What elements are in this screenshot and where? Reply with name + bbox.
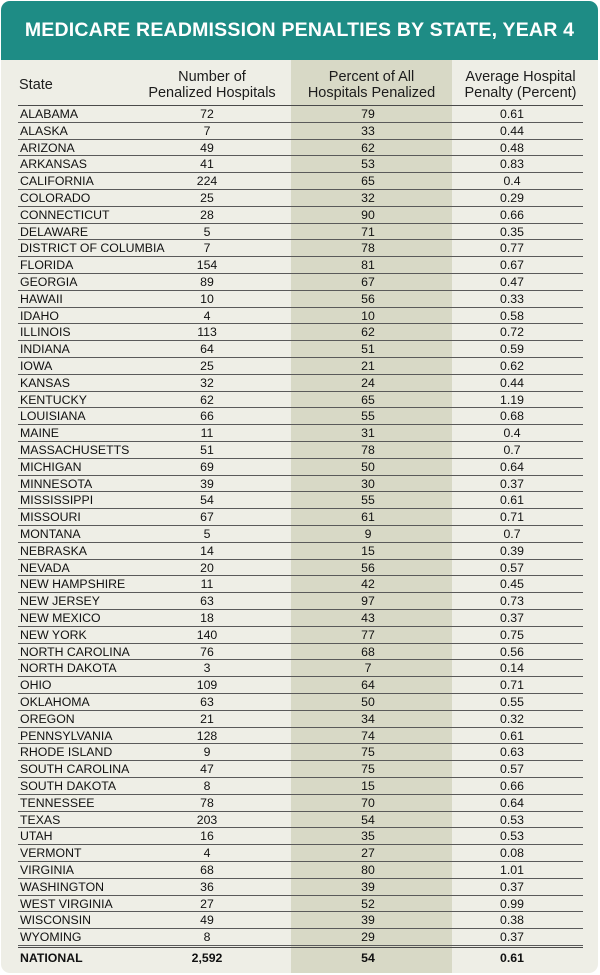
state-cell: MICHIGAN [20, 459, 82, 474]
average-cell: 0.38 [500, 913, 524, 928]
state-cell: NEW JERSEY [20, 594, 100, 609]
table-row [18, 744, 583, 761]
percent-cell: 79 [361, 107, 375, 121]
national-row [18, 949, 583, 967]
average-cell: 0.57 [500, 560, 524, 575]
percent-cell: 34 [361, 711, 375, 726]
average-cell: 0.68 [500, 409, 524, 424]
number-cell: 63 [200, 594, 214, 609]
header-state [19, 67, 139, 103]
table-row [18, 576, 583, 593]
table-row [18, 677, 583, 694]
number-cell: 28 [200, 207, 214, 222]
percent-cell: 53 [361, 157, 375, 172]
percent-cell: 65 [361, 392, 375, 407]
table-row [18, 408, 583, 425]
average-cell: 0.61 [500, 493, 524, 508]
table-row [18, 106, 583, 123]
number-cell: 66 [200, 409, 214, 424]
average-cell: 1.01 [500, 863, 524, 877]
table-row [18, 711, 583, 728]
average-cell: 0.4 [503, 426, 521, 441]
state-cell: DELAWARE [20, 224, 89, 239]
number-cell: 140 [196, 627, 218, 642]
table-row [18, 845, 583, 862]
percent-cell: 55 [361, 493, 375, 508]
number-cell: 62 [200, 392, 214, 407]
percent-cell: 56 [361, 291, 375, 306]
average-cell: 0.45 [500, 577, 524, 592]
state-cell: IDAHO [20, 308, 59, 323]
percent-cell: 77 [361, 627, 375, 642]
percent-cell: 7 [364, 661, 372, 676]
average-cell: 0.48 [500, 140, 524, 155]
state-cell: NORTH CAROLINA [20, 644, 130, 659]
percent-cell: 70 [361, 795, 375, 810]
state-cell: OHIO [20, 678, 52, 693]
header-number-line1: Number of [178, 69, 246, 85]
number-cell: 21 [200, 711, 214, 726]
average-cell: 0.53 [500, 829, 524, 844]
state-cell: UTAH [20, 829, 53, 844]
average-cell: 0.56 [500, 644, 524, 659]
average-cell: 0.08 [500, 846, 524, 861]
average-cell: 0.55 [500, 695, 524, 709]
average-cell: 0.73 [500, 594, 524, 609]
table-row [18, 425, 583, 442]
header-number-line2: Penalized Hospitals [148, 85, 276, 101]
average-cell: 0.71 [500, 510, 524, 525]
state-cell: ALASKA [20, 123, 68, 138]
state-cell: MASSACHUSETTS [20, 443, 130, 457]
number-cell: 25 [200, 191, 214, 205]
table-row [18, 526, 583, 543]
table-row [18, 341, 583, 358]
average-cell: 0.29 [500, 191, 524, 205]
row-divider [18, 945, 583, 946]
percent-cell: 90 [361, 207, 375, 222]
state-cell: CONNECTICUT [20, 207, 110, 222]
state-cell: MAINE [20, 426, 59, 441]
number-cell: 68 [200, 863, 214, 877]
percent-cell: 78 [361, 241, 375, 256]
average-cell: 0.61 [500, 107, 524, 121]
state-cell: MISSISSIPPI [20, 493, 94, 508]
table-row [18, 795, 583, 812]
state-cell: IOWA [20, 359, 53, 373]
state-cell: MONTANA [20, 527, 81, 541]
state-cell: NEW YORK [20, 627, 87, 642]
table-row [18, 442, 583, 459]
table-row [18, 459, 583, 476]
header-state-label: State [19, 77, 53, 93]
percent-cell: 65 [361, 174, 375, 189]
table-row [18, 694, 583, 711]
percent-cell: 51 [361, 342, 375, 357]
table-row [18, 274, 583, 291]
table-row [18, 509, 583, 526]
number-cell: 27 [200, 896, 214, 911]
percent-cell: 52 [361, 896, 375, 911]
table-row [18, 173, 583, 190]
table-row [18, 929, 583, 946]
percent-cell: 27 [361, 846, 375, 861]
number-cell: 64 [200, 342, 214, 357]
average-cell: 0.35 [500, 224, 524, 239]
national-divider [18, 947, 583, 948]
table-row [18, 627, 583, 644]
state-cell: VERMONT [20, 846, 82, 861]
percent-cell: 33 [361, 123, 375, 138]
table-card [1, 1, 598, 973]
state-cell: HAWAII [20, 291, 63, 306]
state-cell: LOUISIANA [20, 409, 86, 424]
table-row [18, 291, 583, 308]
number-cell: 25 [200, 359, 214, 373]
table-row [18, 392, 583, 409]
percent-cell: 67 [361, 275, 375, 289]
table-row [18, 862, 583, 879]
table-row [18, 492, 583, 509]
average-cell: 0.77 [500, 241, 524, 256]
table-row [18, 896, 583, 913]
average-cell: 0.53 [500, 812, 524, 827]
average-cell: 0.39 [500, 543, 524, 558]
number-cell: 128 [196, 728, 218, 743]
average-cell: 0.37 [500, 879, 524, 894]
state-cell: SOUTH CAROLINA [20, 762, 130, 777]
header-average-line2: Penalty (Percent) [464, 85, 577, 101]
percent-cell: 71 [361, 224, 375, 239]
average-cell: 0.58 [500, 308, 524, 323]
state-cell: TENNESSEE [20, 795, 95, 810]
state-cell: NEW MEXICO [20, 611, 101, 625]
average-cell: 0.66 [500, 779, 524, 793]
table-row [18, 660, 583, 677]
percent-cell: 50 [361, 459, 375, 474]
table-row [18, 240, 583, 257]
average-cell: 0.72 [500, 325, 524, 340]
number-cell: 36 [200, 879, 214, 894]
state-cell: NEVADA [20, 560, 70, 575]
number-cell: 8 [203, 930, 211, 945]
percent-cell: 68 [361, 644, 375, 659]
number-cell: 9 [203, 745, 211, 760]
state-cell: WISCONSIN [20, 913, 92, 928]
state-cell: WEST VIRGINIA [20, 896, 113, 911]
number-cell: 20 [200, 560, 214, 575]
percent-cell: 80 [361, 863, 375, 877]
percent-cell: 10 [361, 308, 375, 323]
number-cell: 89 [200, 275, 214, 289]
table-row [18, 123, 583, 140]
percent-cell: 75 [361, 745, 375, 760]
table-row [18, 476, 583, 493]
table-row [18, 812, 583, 829]
average-cell: 0.14 [500, 661, 524, 676]
table-row [18, 308, 583, 325]
average-cell: 0.37 [500, 476, 524, 491]
state-cell: ILLINOIS [20, 325, 71, 340]
number-cell: 11 [200, 426, 214, 441]
state-cell: OKLAHOMA [20, 695, 90, 709]
table-row [18, 156, 583, 173]
number-cell: 4 [203, 308, 211, 323]
table-row [18, 593, 583, 610]
number-cell: 14 [200, 543, 214, 558]
state-cell: WASHINGTON [20, 879, 105, 894]
number-cell: 63 [200, 695, 214, 709]
average-cell: 0.64 [500, 459, 524, 474]
number-cell: 109 [196, 678, 218, 693]
average-cell: 0.63 [500, 745, 524, 760]
percent-cell: 97 [361, 594, 375, 609]
number-cell: 10 [200, 291, 214, 306]
average-cell: 0.4 [503, 174, 521, 189]
national-number-cell: 2,592 [191, 951, 223, 965]
number-cell: 224 [196, 174, 218, 189]
state-cell: VIRGINIA [20, 863, 74, 877]
table-row [18, 610, 583, 627]
average-cell: 0.7 [503, 527, 521, 541]
table-row [18, 828, 583, 845]
average-cell: 0.33 [500, 291, 524, 306]
number-cell: 113 [197, 325, 217, 340]
average-cell: 0.37 [500, 611, 524, 625]
state-cell: KANSAS [20, 375, 70, 390]
average-cell: 0.64 [500, 795, 524, 810]
table-row [18, 778, 583, 795]
number-cell: 78 [200, 795, 214, 810]
state-cell: INDIANA [20, 342, 70, 357]
national-state-cell: NATIONAL [20, 951, 83, 965]
table-row [18, 224, 583, 241]
table-row [18, 761, 583, 778]
state-cell: ALABAMA [20, 107, 79, 121]
national-average-cell: 0.61 [500, 951, 524, 965]
table-row [18, 728, 583, 745]
table-row [18, 912, 583, 929]
percent-cell: 29 [361, 930, 375, 945]
percent-cell: 56 [361, 560, 375, 575]
number-cell: 67 [200, 510, 214, 525]
number-cell: 7 [203, 241, 211, 256]
state-cell: KENTUCKY [20, 392, 87, 407]
state-cell: ARKANSAS [20, 157, 87, 172]
percent-cell: 75 [361, 762, 375, 777]
number-cell: 47 [200, 762, 214, 777]
table-row [18, 644, 583, 661]
state-cell: FLORIDA [20, 258, 74, 273]
state-cell: NEW HAMPSHIRE [20, 577, 126, 592]
average-cell: 0.66 [500, 207, 524, 222]
state-cell: CALIFORNIA [20, 174, 94, 189]
number-cell: 5 [203, 224, 211, 239]
state-cell: ARIZONA [20, 140, 75, 155]
percent-cell: 62 [361, 325, 375, 340]
percent-cell: 9 [364, 527, 372, 541]
national-percent-cell: 54 [361, 951, 375, 965]
table-title: MEDICARE READMISSION PENALTIES BY STATE, YEAR 4 [1, 1, 598, 60]
average-cell: 0.32 [500, 711, 524, 726]
average-cell: 0.44 [500, 375, 524, 390]
state-cell: WYOMING [20, 930, 82, 945]
table-row [18, 560, 583, 577]
average-cell: 0.57 [500, 762, 524, 777]
header-percent-line1: Percent of All [328, 69, 415, 85]
percent-cell: 39 [361, 879, 375, 894]
table-row [18, 190, 583, 207]
number-cell: 69 [200, 459, 214, 474]
state-cell: DISTRICT OF COLUMBIA [20, 241, 165, 256]
header-number-penalized [137, 67, 287, 103]
average-cell: 0.7 [503, 443, 521, 457]
number-cell: 32 [200, 375, 214, 390]
header-average-line1: Average Hospital [465, 69, 576, 85]
percent-cell: 64 [361, 678, 375, 693]
number-cell: 51 [200, 443, 214, 457]
average-cell: 0.47 [500, 275, 524, 289]
number-cell: 76 [200, 644, 214, 659]
table-row [18, 879, 583, 896]
state-cell: MISSOURI [20, 510, 81, 525]
number-cell: 8 [203, 779, 211, 793]
percent-cell: 32 [361, 191, 375, 205]
percent-cell: 74 [361, 728, 375, 743]
average-cell: 0.61 [500, 728, 524, 743]
percent-cell: 30 [361, 476, 375, 491]
average-cell: 0.83 [500, 157, 524, 172]
state-cell: GEORGIA [20, 275, 78, 289]
number-cell: 72 [200, 107, 214, 121]
percent-cell: 61 [361, 510, 375, 525]
number-cell: 203 [196, 812, 218, 827]
table-row [18, 324, 583, 341]
number-cell: 16 [200, 829, 214, 844]
number-cell: 4 [203, 846, 211, 861]
percent-cell: 15 [361, 543, 375, 558]
header-percent-penalized [294, 67, 449, 103]
average-cell: 0.67 [500, 258, 524, 273]
average-cell: 1.19 [500, 392, 524, 407]
percent-cell: 31 [361, 426, 375, 441]
percent-cell: 24 [361, 375, 375, 390]
percent-cell: 15 [361, 779, 375, 793]
number-cell: 3 [203, 661, 211, 676]
state-cell: NEBRASKA [20, 543, 87, 558]
average-cell: 0.37 [500, 930, 524, 945]
table-row [18, 543, 583, 560]
percent-cell: 35 [361, 829, 375, 844]
table-row [18, 375, 583, 392]
header-average-penalty [453, 67, 588, 103]
percent-cell: 21 [361, 359, 375, 373]
state-cell: OREGON [20, 711, 75, 726]
average-cell: 0.59 [500, 342, 524, 357]
number-cell: 5 [203, 527, 211, 541]
percent-cell: 50 [361, 695, 375, 709]
table-row [18, 257, 583, 274]
header-percent-line2: Hospitals Penalized [307, 85, 436, 101]
number-cell: 11 [200, 577, 214, 592]
number-cell: 18 [200, 611, 214, 625]
number-cell: 49 [200, 140, 214, 155]
number-cell: 39 [200, 476, 214, 491]
number-cell: 54 [200, 493, 214, 508]
state-cell: RHODE ISLAND [20, 745, 113, 760]
average-cell: 0.44 [500, 123, 524, 138]
state-cell: NORTH DAKOTA [20, 661, 117, 676]
percent-cell: 54 [361, 812, 375, 827]
number-cell: 41 [200, 157, 214, 172]
state-cell: MINNESOTA [20, 476, 93, 491]
percent-cell: 42 [361, 577, 375, 592]
percent-cell: 78 [361, 443, 375, 457]
number-cell: 154 [196, 258, 218, 273]
state-cell: COLORADO [20, 191, 91, 205]
percent-cell: 43 [361, 611, 375, 625]
average-cell: 0.71 [500, 678, 524, 693]
number-cell: 49 [200, 913, 214, 928]
table-row [18, 207, 583, 224]
average-cell: 0.99 [500, 896, 524, 911]
state-cell: SOUTH DAKOTA [20, 779, 117, 793]
state-cell: TEXAS [20, 812, 61, 827]
average-cell: 0.62 [500, 359, 524, 373]
percent-cell: 55 [361, 409, 375, 424]
table-row [18, 358, 583, 375]
percent-cell: 39 [361, 913, 375, 928]
average-cell: 0.75 [500, 627, 524, 642]
percent-cell: 62 [361, 140, 375, 155]
table-row [18, 140, 583, 157]
state-cell: PENNSYLVANIA [20, 728, 113, 743]
number-cell: 7 [203, 123, 211, 138]
percent-cell: 81 [361, 258, 375, 273]
